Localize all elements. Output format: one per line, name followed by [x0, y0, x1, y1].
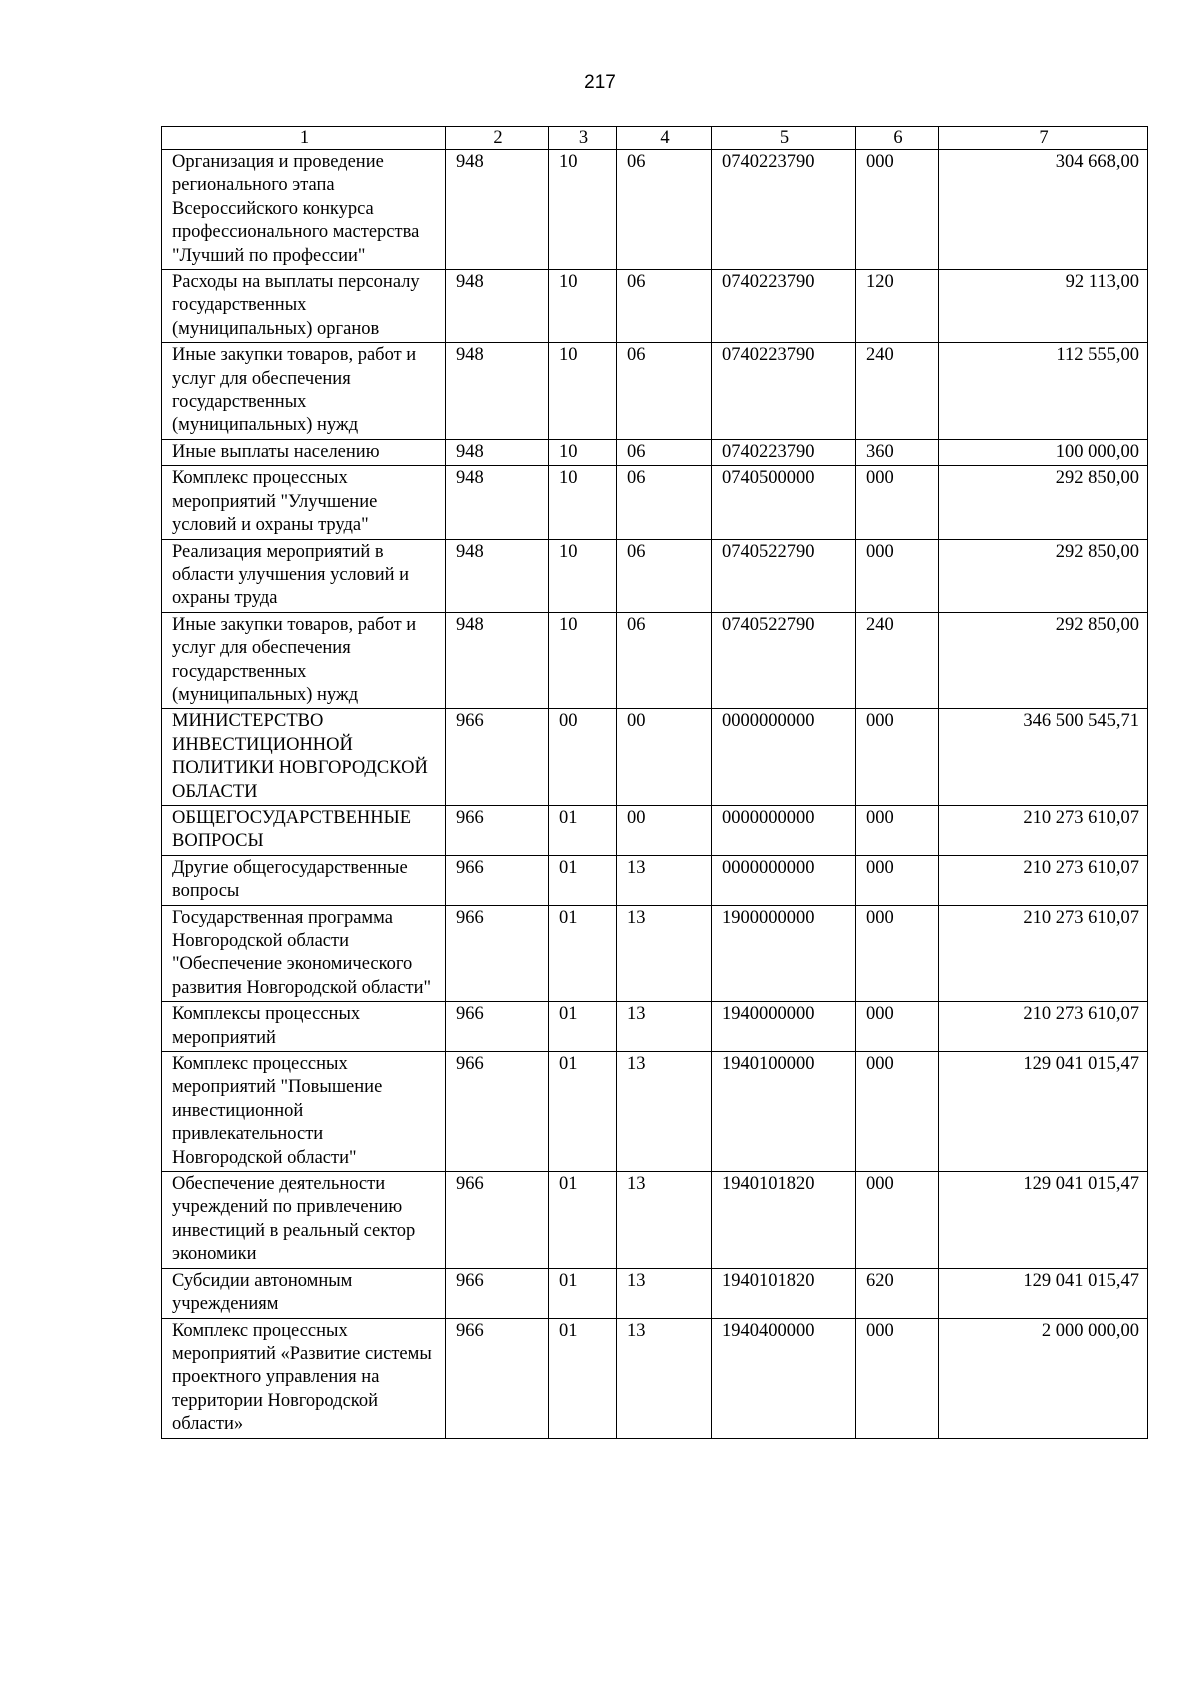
table-header-row — [162, 127, 1148, 150]
row-name-cell: Иные выплаты населению — [162, 439, 446, 465]
table-row — [162, 1002, 1148, 1052]
table-row — [162, 466, 1148, 539]
table-body — [162, 150, 1148, 1439]
table-row — [162, 439, 1148, 465]
expense-type-cell: 620 — [856, 1268, 939, 1318]
target-article-cell: 0740223790 — [712, 439, 856, 465]
target-article-cell: 1940000000 — [712, 1002, 856, 1052]
table-row — [162, 539, 1148, 612]
row-name-cell: Иные закупки товаров, работ и услуг для обеспечения государственных (муниципальных) нужд — [162, 612, 446, 709]
column-header-4: 4 — [617, 127, 712, 150]
amount-cell: 210 273 610,07 — [939, 1002, 1148, 1052]
subsection-code-cell: 06 — [617, 150, 712, 270]
column-header-2: 2 — [446, 127, 549, 150]
target-article-cell: 1940101820 — [712, 1268, 856, 1318]
amount-cell: 292 850,00 — [939, 466, 1148, 539]
ministry-code-cell: 966 — [446, 1002, 549, 1052]
row-name-cell: ОБЩЕГОСУДАРСТВЕННЫЕ ВОПРОСЫ — [162, 805, 446, 855]
expense-type-cell: 120 — [856, 270, 939, 343]
row-name-cell: Расходы на выплаты персоналу государственных (муниципальных) органов — [162, 270, 446, 343]
row-name-cell: Комплекс процессных мероприятий "Улучшение условий и охраны труда" — [162, 466, 446, 539]
section-code-cell: 01 — [549, 1172, 617, 1269]
section-code-cell: 01 — [549, 805, 617, 855]
row-name-cell: Комплекс процессных мероприятий "Повышение инвестиционной привлекательности Новгородской области" — [162, 1052, 446, 1172]
amount-cell: 304 668,00 — [939, 150, 1148, 270]
expense-type-cell: 000 — [856, 150, 939, 270]
table-row — [162, 270, 1148, 343]
expense-type-cell: 000 — [856, 709, 939, 806]
section-code-cell: 01 — [549, 1052, 617, 1172]
expense-type-cell: 000 — [856, 855, 939, 905]
table-row — [162, 855, 1148, 905]
amount-cell: 92 113,00 — [939, 270, 1148, 343]
amount-cell: 210 273 610,07 — [939, 855, 1148, 905]
target-article-cell: 0740223790 — [712, 150, 856, 270]
ministry-code-cell: 966 — [446, 805, 549, 855]
target-article-cell: 0740223790 — [712, 343, 856, 440]
amount-cell: 2 000 000,00 — [939, 1318, 1148, 1438]
expense-type-cell: 000 — [856, 1002, 939, 1052]
expense-type-cell: 240 — [856, 612, 939, 709]
amount-cell: 210 273 610,07 — [939, 805, 1148, 855]
table-row — [162, 1318, 1148, 1438]
subsection-code-cell: 00 — [617, 709, 712, 806]
page-number: 217 — [584, 72, 616, 93]
ministry-code-cell: 948 — [446, 343, 549, 440]
target-article-cell: 1940101820 — [712, 1172, 856, 1269]
row-name-cell: МИНИСТЕРСТВО ИНВЕСТИЦИОННОЙ ПОЛИТИКИ НОВГОРОДСКОЙ ОБЛАСТИ — [162, 709, 446, 806]
row-name-cell: Государственная программа Новгородской области "Обеспечение экономического развития Новгородской области" — [162, 905, 446, 1002]
amount-cell: 292 850,00 — [939, 612, 1148, 709]
budget-table — [161, 126, 1148, 1439]
ministry-code-cell: 966 — [446, 1052, 549, 1172]
target-article-cell: 0000000000 — [712, 709, 856, 806]
subsection-code-cell: 06 — [617, 439, 712, 465]
ministry-code-cell: 966 — [446, 1172, 549, 1269]
column-header-3: 3 — [549, 127, 617, 150]
section-code-cell: 10 — [549, 439, 617, 465]
target-article-cell: 1900000000 — [712, 905, 856, 1002]
section-code-cell: 10 — [549, 150, 617, 270]
section-code-cell: 00 — [549, 709, 617, 806]
expense-type-cell: 240 — [856, 343, 939, 440]
subsection-code-cell: 13 — [617, 1002, 712, 1052]
subsection-code-cell: 13 — [617, 905, 712, 1002]
subsection-code-cell: 06 — [617, 466, 712, 539]
row-name-cell: Реализация мероприятий в области улучшения условий и охраны труда — [162, 539, 446, 612]
section-code-cell: 01 — [549, 1002, 617, 1052]
expense-type-cell: 000 — [856, 1318, 939, 1438]
subsection-code-cell: 13 — [617, 1318, 712, 1438]
subsection-code-cell: 06 — [617, 343, 712, 440]
target-article-cell: 1940400000 — [712, 1318, 856, 1438]
ministry-code-cell: 966 — [446, 855, 549, 905]
amount-cell: 210 273 610,07 — [939, 905, 1148, 1002]
ministry-code-cell: 948 — [446, 439, 549, 465]
subsection-code-cell: 13 — [617, 1172, 712, 1269]
amount-cell: 292 850,00 — [939, 539, 1148, 612]
target-article-cell: 0740522790 — [712, 539, 856, 612]
section-code-cell: 10 — [549, 539, 617, 612]
expense-type-cell: 000 — [856, 1172, 939, 1269]
row-name-cell: Комплексы процессных мероприятий — [162, 1002, 446, 1052]
target-article-cell: 0740522790 — [712, 612, 856, 709]
expense-type-cell: 360 — [856, 439, 939, 465]
amount-cell: 129 041 015,47 — [939, 1052, 1148, 1172]
amount-cell: 346 500 545,71 — [939, 709, 1148, 806]
amount-cell: 129 041 015,47 — [939, 1268, 1148, 1318]
section-code-cell: 10 — [549, 612, 617, 709]
ministry-code-cell: 966 — [446, 709, 549, 806]
section-code-cell: 10 — [549, 466, 617, 539]
target-article-cell: 0740500000 — [712, 466, 856, 539]
column-header-5: 5 — [712, 127, 856, 150]
target-article-cell: 0000000000 — [712, 855, 856, 905]
section-code-cell: 01 — [549, 1268, 617, 1318]
table-row — [162, 343, 1148, 440]
target-article-cell: 1940100000 — [712, 1052, 856, 1172]
row-name-cell: Обеспечение деятельности учреждений по привлечению инвестиций в реальный сектор экономики — [162, 1172, 446, 1269]
column-header-1: 1 — [162, 127, 446, 150]
subsection-code-cell: 13 — [617, 855, 712, 905]
amount-cell: 129 041 015,47 — [939, 1172, 1148, 1269]
expense-type-cell: 000 — [856, 466, 939, 539]
subsection-code-cell: 06 — [617, 612, 712, 709]
table-row — [162, 805, 1148, 855]
table-row — [162, 709, 1148, 806]
ministry-code-cell: 948 — [446, 539, 549, 612]
section-code-cell: 01 — [549, 1318, 617, 1438]
ministry-code-cell: 948 — [446, 466, 549, 539]
subsection-code-cell: 00 — [617, 805, 712, 855]
expense-type-cell: 000 — [856, 905, 939, 1002]
target-article-cell: 0000000000 — [712, 805, 856, 855]
table-row — [162, 612, 1148, 709]
ministry-code-cell: 948 — [446, 270, 549, 343]
amount-cell: 100 000,00 — [939, 439, 1148, 465]
column-header-7: 7 — [939, 127, 1148, 150]
section-code-cell: 01 — [549, 855, 617, 905]
row-name-cell: Другие общегосударственные вопросы — [162, 855, 446, 905]
ministry-code-cell: 948 — [446, 150, 549, 270]
subsection-code-cell: 06 — [617, 539, 712, 612]
table-row — [162, 1268, 1148, 1318]
subsection-code-cell: 06 — [617, 270, 712, 343]
column-header-6: 6 — [856, 127, 939, 150]
row-name-cell: Организация и проведение регионального этапа Всероссийского конкурса профессионального мастерства "Лучший по профессии" — [162, 150, 446, 270]
row-name-cell: Комплекс процессных мероприятий «Развитие системы проектного управления на территории Новгородской области» — [162, 1318, 446, 1438]
table-row — [162, 905, 1148, 1002]
expense-type-cell: 000 — [856, 1052, 939, 1172]
expense-type-cell: 000 — [856, 805, 939, 855]
ministry-code-cell: 966 — [446, 1268, 549, 1318]
ministry-code-cell: 948 — [446, 612, 549, 709]
target-article-cell: 0740223790 — [712, 270, 856, 343]
subsection-code-cell: 13 — [617, 1052, 712, 1172]
section-code-cell: 01 — [549, 905, 617, 1002]
table-row — [162, 150, 1148, 270]
ministry-code-cell: 966 — [446, 905, 549, 1002]
table-row — [162, 1172, 1148, 1269]
section-code-cell: 10 — [549, 343, 617, 440]
ministry-code-cell: 966 — [446, 1318, 549, 1438]
amount-cell: 112 555,00 — [939, 343, 1148, 440]
section-code-cell: 10 — [549, 270, 617, 343]
table-row — [162, 1052, 1148, 1172]
row-name-cell: Субсидии автономным учреждениям — [162, 1268, 446, 1318]
row-name-cell: Иные закупки товаров, работ и услуг для обеспечения государственных (муниципальных) нужд — [162, 343, 446, 440]
subsection-code-cell: 13 — [617, 1268, 712, 1318]
expense-type-cell: 000 — [856, 539, 939, 612]
